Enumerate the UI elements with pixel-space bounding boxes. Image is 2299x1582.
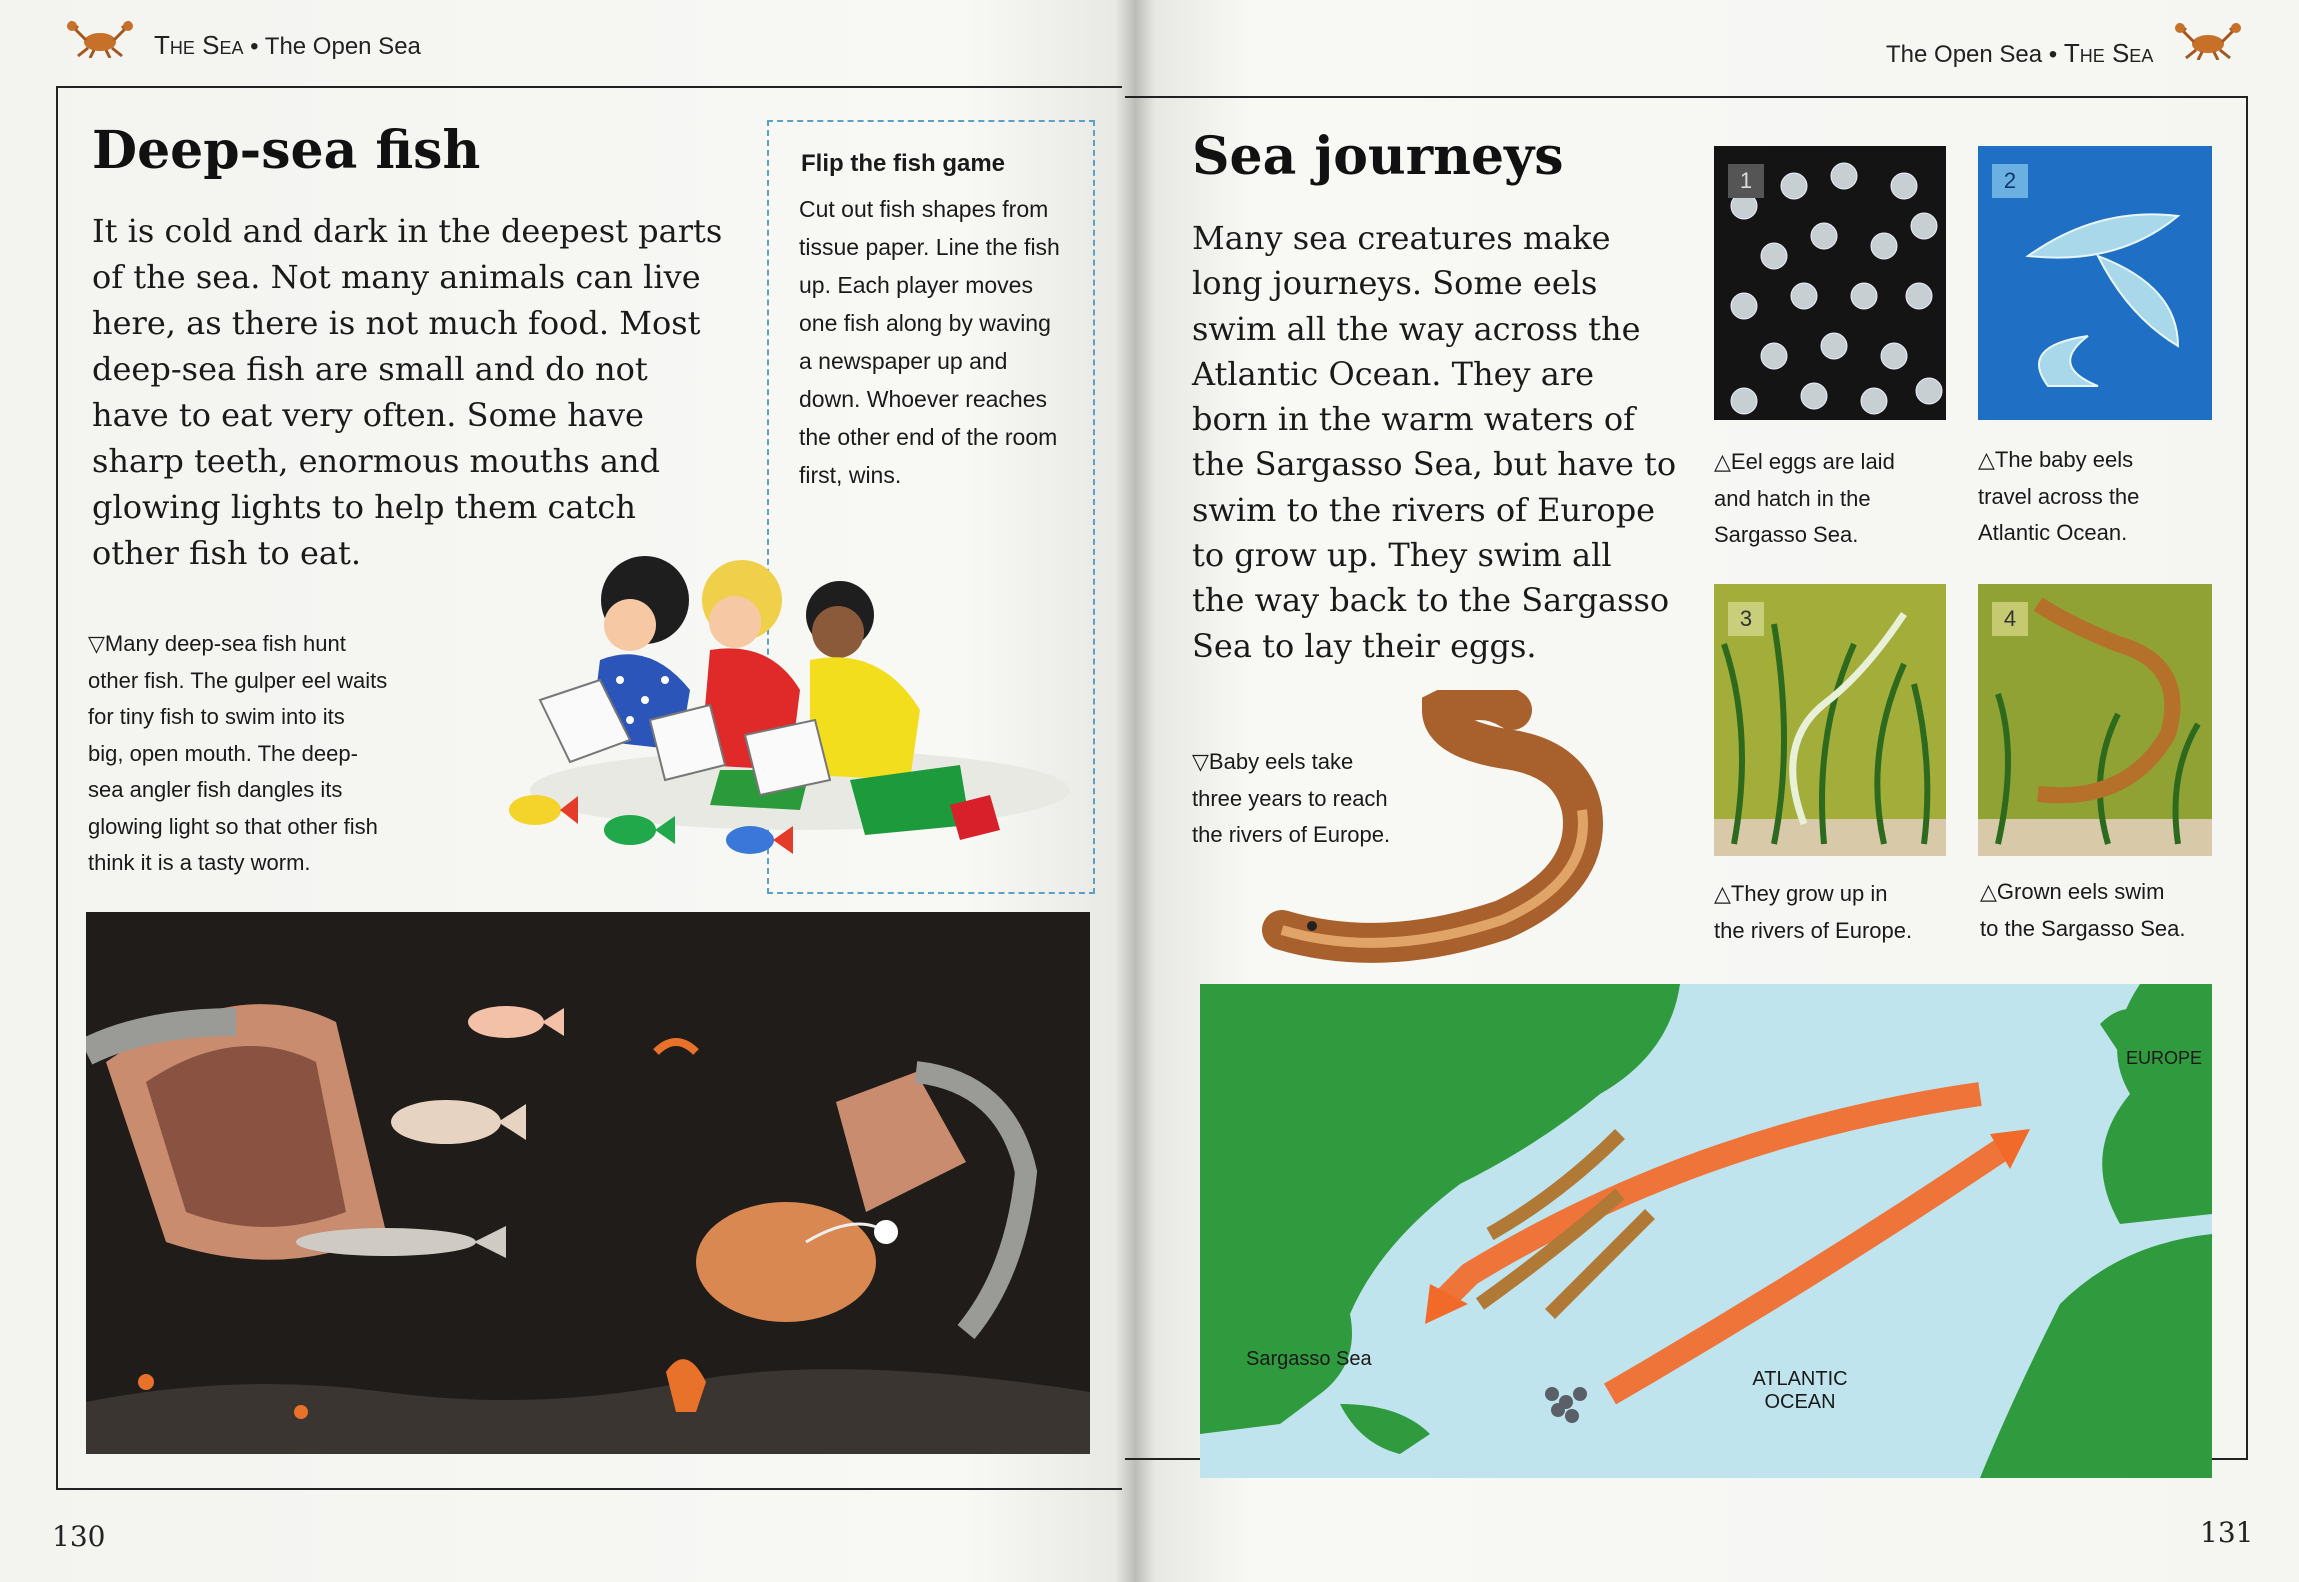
body-line: of the sea. Not many animals can live (92, 258, 701, 296)
body-line: the Sargasso Sea, but have to (1192, 445, 1677, 484)
game-line: a newspaper up and (799, 348, 1008, 374)
deep-sea-caption (88, 626, 387, 882)
header-separator: • (2048, 41, 2058, 68)
caption-line: △Grown eels swim (1980, 879, 2165, 904)
game-line: first, wins. (799, 462, 902, 488)
panel-number: 1 (1728, 164, 1764, 198)
page-number: 130 (52, 1520, 106, 1553)
caption-line: ▽Baby eels take (1192, 749, 1354, 774)
caption-line: three years to reach (1192, 785, 1388, 811)
deep-sea-body (92, 208, 722, 576)
body-line: swim all the way across the (1192, 309, 1641, 348)
body-line: sharp teeth, enormous mouths and (92, 442, 660, 480)
adult-eel-illustration (1262, 690, 1692, 980)
body-line: to grow up. They swim all (1192, 536, 1612, 575)
left-header (154, 30, 421, 61)
caption-line: △Eel eggs are laid (1714, 449, 1895, 474)
caption-line: other fish. The gulper eel waits (88, 667, 388, 693)
page-title: Sea journeys (1192, 126, 1564, 187)
caption-line: Sargasso Sea. (1714, 522, 1859, 547)
panel-number: 2 (1992, 164, 2028, 198)
panel-grown-eels (1978, 584, 2212, 856)
body-line: have to eat very often. Some have (92, 396, 644, 434)
crab-icon (2172, 20, 2244, 60)
panel-number: 3 (1728, 602, 1764, 636)
panel-eel-eggs (1714, 146, 1946, 420)
game-line: tissue paper. Line the fish (799, 234, 1060, 260)
caption-line: ▽Many deep-sea fish hunt (88, 631, 346, 656)
page-number: 131 (2200, 1516, 2254, 1549)
header-separator: • (250, 33, 259, 60)
game-title: Flip the fish game (801, 150, 1006, 177)
caption-line: to the Sargasso Sea. (1980, 915, 2186, 941)
body-line: other fish to eat. (92, 534, 362, 572)
panel-young-eels (1714, 584, 1946, 856)
game-line: the other end of the room (799, 424, 1058, 450)
caption-line: Atlantic Ocean. (1978, 520, 2128, 545)
header-section: The Sea (154, 30, 244, 60)
body-line: glowing lights to help them catch (92, 488, 636, 526)
caption-line: △They grow up in (1714, 881, 1888, 906)
caption-line: for tiny fish to swim into its (88, 704, 345, 729)
game-line: down. Whoever reaches (799, 386, 1048, 412)
crab-icon (64, 18, 136, 58)
caption-line: big, open mouth. The deep- (88, 740, 358, 766)
caption-line: the rivers of Europe. (1714, 917, 1913, 943)
header-section: The Sea (2063, 38, 2154, 68)
map-label-atlantic (1740, 1368, 1860, 1414)
game-instructions (799, 190, 1089, 494)
caption-line: △The baby eels (1978, 447, 2134, 472)
body-line: deep-sea fish are small and do not (92, 350, 648, 388)
body-line: born in the warm waters of (1192, 400, 1635, 439)
deep-sea-illustration (86, 912, 1090, 1454)
panel-caption (1978, 442, 2139, 552)
body-line: Many sea creatures make (1192, 219, 1611, 257)
game-line: Cut out fish shapes from (799, 196, 1049, 222)
children-playing-illustration (480, 540, 1120, 870)
body-line: here, as there is not much food. Most (92, 304, 701, 342)
migration-map (1200, 984, 2212, 1478)
sea-journeys-body (1192, 216, 1676, 669)
body-line: long journeys. Some eels (1192, 264, 1598, 303)
header-subsection: The Open Sea (1886, 41, 2043, 68)
game-line: one fish along by waving (799, 310, 1051, 336)
game-line: up. Each player moves (799, 272, 1033, 298)
panel-caption (1714, 444, 1895, 554)
panel-caption (1980, 874, 2185, 947)
caption-line: glowing light so that other fish (88, 813, 378, 839)
caption-line: travel across the (1978, 483, 2140, 509)
body-line: the way back to the Sargasso (1192, 581, 1670, 620)
map-illustration (1200, 984, 2212, 1478)
caption-line: think it is a tasty worm. (88, 850, 311, 875)
panel-caption (1714, 876, 1912, 949)
caption-line: the rivers of Europe. (1192, 822, 1391, 847)
body-line: Atlantic Ocean. They are (1192, 354, 1595, 393)
caption-line: and hatch in the (1714, 485, 1871, 511)
map-label-atlantic-line: ATLANTIC (1752, 1368, 1848, 1390)
map-label-sargasso: Sargasso Sea (1246, 1348, 1372, 1370)
body-line: Sea to lay their eggs. (1192, 626, 1537, 665)
panel-baby-eels (1978, 146, 2212, 420)
panel-number: 4 (1992, 602, 2028, 636)
body-line: It is cold and dark in the deepest parts (92, 212, 723, 250)
right-header (1886, 38, 2153, 69)
page-title: Deep-sea fish (92, 120, 481, 181)
body-line: swim to the rivers of Europe (1192, 490, 1656, 529)
header-subsection: The Open Sea (264, 33, 421, 60)
map-label-europe: EUROPE (2126, 1048, 2203, 1068)
map-label-atlantic-line: OCEAN (1764, 1391, 1836, 1413)
caption-line: sea angler fish dangles its (88, 777, 343, 802)
